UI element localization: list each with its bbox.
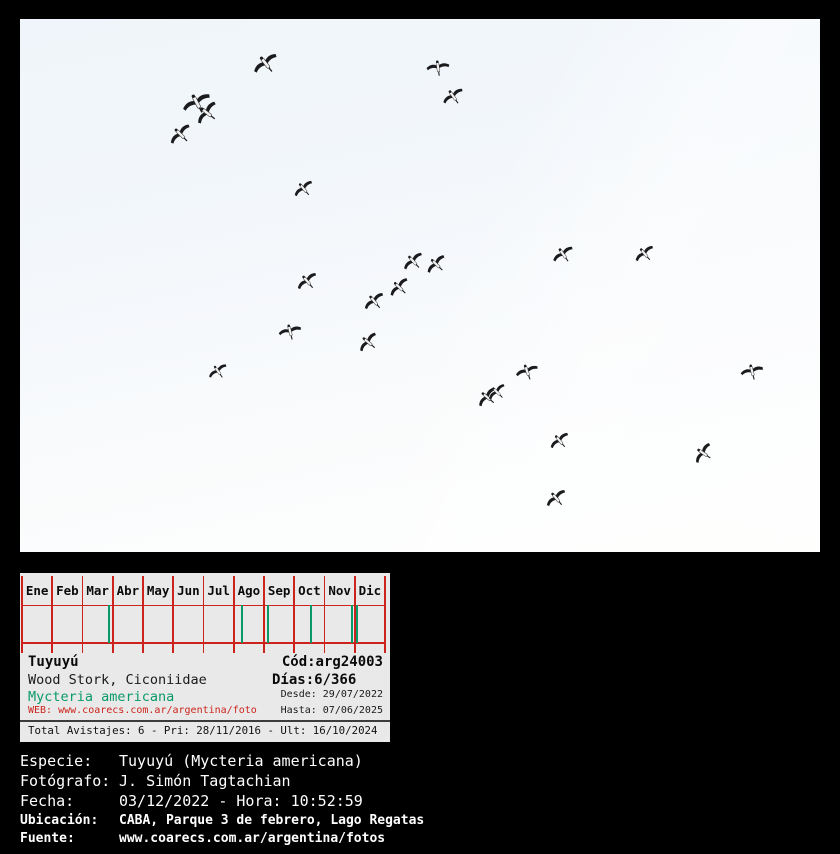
- especie-value: Tuyuyú (Mycteria americana): [119, 752, 363, 770]
- bird-flock-photo: [20, 19, 820, 552]
- info-line-4: [20, 705, 390, 720]
- sightings-summary: Total Avistajes: 6 - Pri: 28/11/2016 - Ult: 16/10/2024: [28, 724, 378, 737]
- sighting-tick: [241, 605, 243, 643]
- month-label-sep: Sep: [267, 583, 291, 598]
- month-label-ago: Ago: [237, 583, 261, 598]
- stork-bird: [540, 482, 573, 514]
- stork-bird: [544, 425, 575, 456]
- stork-bird: [276, 317, 305, 344]
- month-label-oct: Oct: [298, 583, 321, 598]
- period-end-date: Hasta: 07/06/2025: [280, 705, 383, 716]
- stork-bird: [437, 80, 469, 112]
- sighting-tick: [351, 605, 353, 643]
- stork-bird: [687, 437, 719, 469]
- fuente-value: www.coarecs.com.ar/argentina/fotos: [119, 831, 386, 846]
- month-label-abr: Abr: [116, 583, 140, 598]
- info-line-totals: [20, 724, 390, 740]
- species-info-panel: [20, 573, 390, 742]
- fotografo-value: J. Simón Tagtachian: [119, 772, 291, 790]
- stork-bird: [288, 173, 319, 204]
- sightings-calendar: [22, 576, 385, 653]
- stork-bird: [547, 238, 579, 270]
- stork-bird: [352, 326, 384, 359]
- period-start-date: Desde: 29/07/2022: [280, 689, 383, 700]
- species-code: Cód:arg24003: [281, 654, 383, 670]
- stork-bird: [162, 116, 198, 152]
- month-label-jun: Jun: [177, 583, 200, 598]
- species-common-name: Tuyuyú: [28, 654, 79, 670]
- photo-details-section: [0, 742, 840, 854]
- sighting-tick: [356, 605, 358, 643]
- month-label-mar: Mar: [86, 583, 109, 598]
- info-line-2: [20, 672, 390, 689]
- stork-bird: [246, 44, 285, 83]
- calendar-grid-hline: [22, 605, 385, 607]
- month-label-nov: Nov: [328, 583, 351, 598]
- fecha-label: Fecha:: [20, 792, 75, 810]
- ubicacion-label: Ubicación:: [20, 813, 99, 828]
- calendar-grid-hline: [22, 642, 385, 644]
- month-label-may: May: [146, 583, 170, 598]
- sighting-tick: [267, 605, 269, 643]
- stork-bird: [629, 238, 660, 269]
- stork-bird: [203, 357, 232, 386]
- stork-bird: [512, 357, 542, 386]
- fotografo-label: Fotógrafo:: [20, 772, 111, 790]
- species-english-family: Wood Stork, Ciconiidae: [28, 672, 207, 688]
- panel-separator: [20, 720, 390, 722]
- stork-bird: [420, 248, 452, 281]
- especie-label: Especie:: [20, 752, 93, 770]
- species-days-count: Días:6/366: [272, 672, 357, 688]
- sighting-tick: [108, 605, 110, 643]
- web-link[interactable]: WEB: www.coarecs.com.ar/argentina/foto: [28, 705, 257, 716]
- month-label-ene: Ene: [25, 583, 49, 598]
- info-line-1: [20, 654, 390, 672]
- stork-bird: [425, 54, 452, 79]
- species-scientific-name: Mycteria americana: [28, 689, 175, 705]
- month-label-dic: Dic: [358, 583, 382, 598]
- sighting-tick: [310, 605, 312, 643]
- month-label-jul: Jul: [207, 583, 230, 598]
- stork-bird: [738, 357, 767, 384]
- stork-bird: [291, 265, 324, 297]
- info-line-3: [20, 689, 390, 705]
- ubicacion-value: CABA, Parque 3 de febrero, Lago Regatas: [119, 813, 425, 828]
- fuente-label: Fuente:: [20, 831, 75, 846]
- fecha-value: 03/12/2022 - Hora: 10:52:59: [119, 792, 363, 810]
- month-label-feb: Feb: [56, 583, 79, 598]
